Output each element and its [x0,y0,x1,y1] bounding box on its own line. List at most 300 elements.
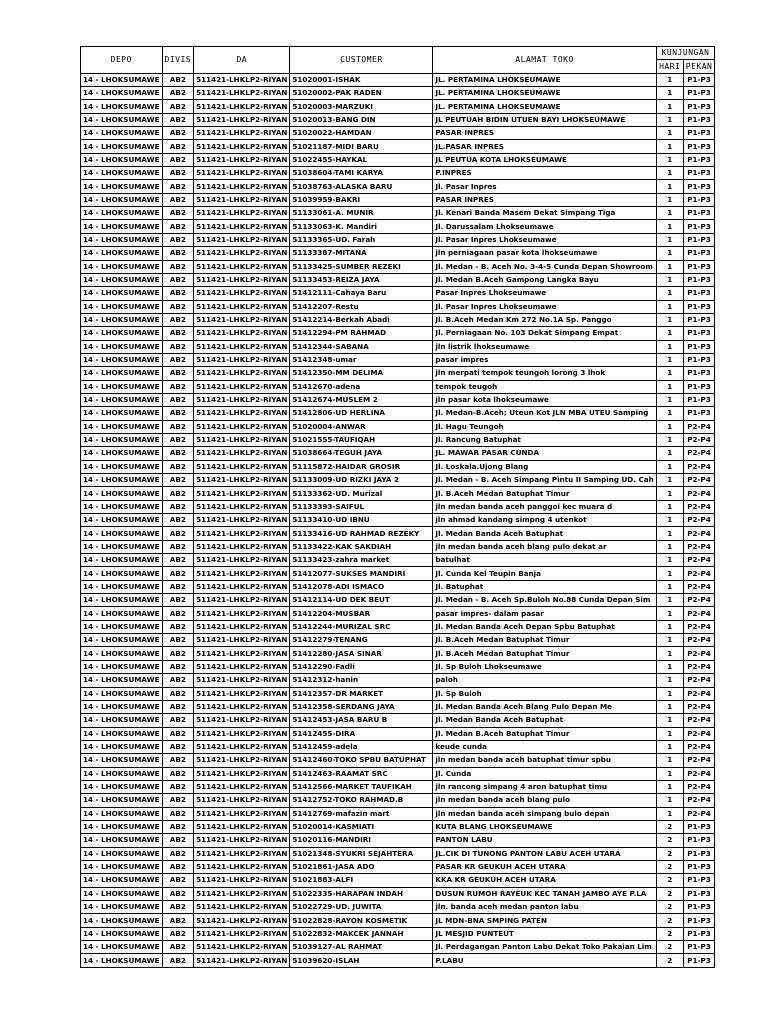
cell-customer: 51021187-MIDI BARU [290,140,433,153]
cell-hari: 1 [656,193,683,206]
cell-customer: 51021883-ALFI [290,874,433,887]
cell-alamat-toko: Jl. Pasar Inpres Lhokseumawe [433,300,656,313]
cell-pekan: P1-P3 [683,887,715,900]
cell-customer: 51038604-TAMI KARYA [290,167,433,180]
cell-divisi: AB2 [162,127,194,140]
cell-da: 511421-LHKLP2-RIYAN [194,487,290,500]
cell-hari: 1 [656,340,683,353]
cell-da: 511421-LHKLP2-RIYAN [194,674,290,687]
cell-depo: 14 - LHOKSUMAWE [81,594,163,607]
cell-divisi: AB2 [162,941,194,954]
table-row [81,193,715,206]
cell-divisi: AB2 [162,433,194,446]
cell-pekan: P2-P4 [683,580,715,593]
cell-divisi: AB2 [162,340,194,353]
cell-customer: 51412290-Fadli [290,660,433,673]
cell-pekan: P1-P3 [683,233,715,246]
cell-hari: 1 [656,100,683,113]
table-row [81,287,715,300]
cell-depo: 14 - LHOKSUMAWE [81,914,163,927]
cell-depo: 14 - LHOKSUMAWE [81,100,163,113]
table-row [81,647,715,660]
cell-da: 511421-LHKLP2-RIYAN [194,220,290,233]
cell-customer: 51133423-zahra market [290,554,433,567]
cell-depo: 14 - LHOKSUMAWE [81,393,163,406]
cell-hari: 1 [656,714,683,727]
table-row [81,393,715,406]
cell-divisi: AB2 [162,500,194,513]
cell-hari: 1 [656,287,683,300]
cell-depo: 14 - LHOKSUMAWE [81,193,163,206]
cell-customer: 51412078-ADI ISMACO [290,580,433,593]
cell-alamat-toko: Jl. Medan Banda Aceh Depan Spbu Batuphat [433,620,656,633]
cell-hari: 1 [656,527,683,540]
cell-da: 511421-LHKLP2-RIYAN [194,140,290,153]
cell-alamat-toko: PASAR INPRES [433,127,656,140]
table-row [81,247,715,260]
cell-hari: 1 [656,73,683,86]
cell-depo: 14 - LHOKSUMAWE [81,660,163,673]
cell-da: 511421-LHKLP2-RIYAN [194,287,290,300]
cell-hari: 1 [656,687,683,700]
cell-da: 511421-LHKLP2-RIYAN [194,620,290,633]
cell-customer: 51133365-UD. Farah [290,233,433,246]
cell-pekan: P1-P3 [683,153,715,166]
cell-customer: 51039959-BAKRI [290,193,433,206]
cell-depo: 14 - LHOKSUMAWE [81,87,163,100]
cell-depo: 14 - LHOKSUMAWE [81,207,163,220]
cell-alamat-toko: batulhat [433,554,656,567]
cell-pekan: P2-P4 [683,660,715,673]
cell-pekan: P1-P3 [683,87,715,100]
cell-depo: 14 - LHOKSUMAWE [81,700,163,713]
cell-customer: 51038664-TEGUH JAYA [290,447,433,460]
cell-depo: 14 - LHOKSUMAWE [81,820,163,833]
table-row [81,113,715,126]
table-row [81,687,715,700]
cell-customer: 51412350-MM DELIMA [290,367,433,380]
cell-alamat-toko: Jl. Perdagangan Panton Labu Dekat Toko Pakaian Lim [433,941,656,954]
cell-da: 511421-LHKLP2-RIYAN [194,901,290,914]
cell-da: 511421-LHKLP2-RIYAN [194,794,290,807]
cell-pekan: P1-P3 [683,180,715,193]
cell-depo: 14 - LHOKSUMAWE [81,287,163,300]
cell-customer: 51133009-UD RIZKI JAYA 2 [290,474,433,487]
cell-hari: 1 [656,367,683,380]
cell-hari: 1 [656,620,683,633]
cell-da: 511421-LHKLP2-RIYAN [194,874,290,887]
cell-alamat-toko: Jl. B.Aceh Medan Batuphat Timur [433,634,656,647]
cell-depo: 14 - LHOKSUMAWE [81,780,163,793]
cell-pekan: P2-P4 [683,540,715,553]
cell-divisi: AB2 [162,113,194,126]
cell-alamat-toko: Jl. Medan B.Aceh Gampong Langka Bayu [433,273,656,286]
cell-customer: 51022828-RAYON KOSMETIK [290,914,433,927]
table-row [81,847,715,860]
cell-divisi: AB2 [162,220,194,233]
table-row [81,914,715,927]
cell-pekan: P1-P3 [683,247,715,260]
cell-depo: 14 - LHOKSUMAWE [81,794,163,807]
cell-hari: 2 [656,874,683,887]
cell-divisi: AB2 [162,380,194,393]
cell-depo: 14 - LHOKSUMAWE [81,353,163,366]
cell-hari: 1 [656,474,683,487]
cell-depo: 14 - LHOKSUMAWE [81,834,163,847]
cell-pekan: P1-P3 [683,834,715,847]
cell-depo: 14 - LHOKSUMAWE [81,380,163,393]
cell-hari: 1 [656,460,683,473]
cell-hari: 1 [656,247,683,260]
cell-alamat-toko: Jl. Medan - B. Aceh Sp.Buloh No.88 Cunda Depan Sim [433,594,656,607]
cell-divisi: AB2 [162,313,194,326]
cell-da: 511421-LHKLP2-RIYAN [194,113,290,126]
cell-da: 511421-LHKLP2-RIYAN [194,367,290,380]
cell-customer: 51020001-ISHAK [290,73,433,86]
cell-customer: 51021861-JASA ADO [290,860,433,873]
table-row [81,660,715,673]
cell-hari: 1 [656,607,683,620]
cell-pekan: P1-P3 [683,901,715,914]
cell-alamat-toko: Jl. Cunda Kel Teupin Banja [433,567,656,580]
table-row [81,941,715,954]
cell-pekan: P2-P4 [683,474,715,487]
cell-alamat-toko: keude cunda [433,740,656,753]
cell-alamat-toko: JL. PERTAMINA LHOKSEUMAWE [433,87,656,100]
cell-da: 511421-LHKLP2-RIYAN [194,87,290,100]
cell-divisi: AB2 [162,460,194,473]
cell-divisi: AB2 [162,634,194,647]
cell-alamat-toko: Jl. Sp Buloh Lhokseumawe [433,660,656,673]
cell-pekan: P1-P3 [683,100,715,113]
table-row [81,153,715,166]
cell-customer: 51133063-K. Mandiri [290,220,433,233]
cell-divisi: AB2 [162,300,194,313]
cell-alamat-toko: P.LABU [433,954,656,967]
cell-pekan: P1-P3 [683,954,715,967]
cell-customer: 51412294-PM RAHMAD [290,327,433,340]
table-row [81,420,715,433]
cell-da: 511421-LHKLP2-RIYAN [194,73,290,86]
cell-alamat-toko: Jl. Perniagaan No. 103 Dekat Simpang Empat [433,327,656,340]
cell-divisi: AB2 [162,327,194,340]
cell-customer: 51022832-MAKCEK JANNAH [290,927,433,940]
cell-alamat-toko: JL MDN-BNA SMPING PATEN [433,914,656,927]
cell-da: 511421-LHKLP2-RIYAN [194,127,290,140]
cell-pekan: P2-P4 [683,433,715,446]
table-row [81,674,715,687]
table-row [81,447,715,460]
cell-da: 511421-LHKLP2-RIYAN [194,820,290,833]
cell-divisi: AB2 [162,807,194,820]
cell-divisi: AB2 [162,660,194,673]
cell-divisi: AB2 [162,847,194,860]
cell-divisi: AB2 [162,834,194,847]
table-row [81,313,715,326]
cell-customer: 51412111-Cahaya Baru [290,287,433,300]
cell-hari: 1 [656,127,683,140]
table-row [81,740,715,753]
cell-depo: 14 - LHOKSUMAWE [81,767,163,780]
cell-da: 511421-LHKLP2-RIYAN [194,607,290,620]
cell-pekan: P1-P3 [683,340,715,353]
cell-customer: 51021555-TAUFIQAH [290,433,433,446]
cell-customer: 51412114-UD DEK BEUT [290,594,433,607]
cell-customer: 51020002-PAK RADEN [290,87,433,100]
cell-pekan: P1-P3 [683,353,715,366]
cell-divisi: AB2 [162,927,194,940]
table-row [81,260,715,273]
cell-divisi: AB2 [162,193,194,206]
cell-pekan: P1-P3 [683,941,715,954]
cell-customer: 51412204-MUSBAR [290,607,433,620]
cell-customer: 51412670-adena [290,380,433,393]
cell-alamat-toko: Pasar Inpres Lhokseumawe [433,287,656,300]
cell-da: 511421-LHKLP2-RIYAN [194,540,290,553]
cell-customer: 51115872-HAIDAR GROSIR [290,460,433,473]
cell-pekan: P1-P3 [683,260,715,273]
cell-depo: 14 - LHOKSUMAWE [81,620,163,633]
cell-hari: 2 [656,860,683,873]
cell-divisi: AB2 [162,100,194,113]
cell-depo: 14 - LHOKSUMAWE [81,647,163,660]
cell-pekan: P1-P3 [683,287,715,300]
cell-depo: 14 - LHOKSUMAWE [81,754,163,767]
cell-alamat-toko: jln listrik lhokseumawe [433,340,656,353]
cell-hari: 1 [656,327,683,340]
cell-da: 511421-LHKLP2-RIYAN [194,327,290,340]
cell-customer: 51412752-TOKO RAHMAD.B [290,794,433,807]
cell-da: 511421-LHKLP2-RIYAN [194,647,290,660]
cell-depo: 14 - LHOKSUMAWE [81,847,163,860]
cell-customer: 51021348-SYUKRI SEJAHTERA [290,847,433,860]
cell-da: 511421-LHKLP2-RIYAN [194,834,290,847]
cell-da: 511421-LHKLP2-RIYAN [194,407,290,420]
cell-divisi: AB2 [162,914,194,927]
cell-pekan: P2-P4 [683,420,715,433]
cell-alamat-toko: KKA KR GEUKUH ACEH UTARA [433,874,656,887]
cell-da: 511421-LHKLP2-RIYAN [194,767,290,780]
cell-da: 511421-LHKLP2-RIYAN [194,447,290,460]
cell-divisi: AB2 [162,407,194,420]
cell-pekan: P2-P4 [683,554,715,567]
cell-pekan: P1-P3 [683,874,715,887]
cell-alamat-toko: JL. PERTAMINA LHOKSEUMAWE [433,73,656,86]
cell-depo: 14 - LHOKSUMAWE [81,180,163,193]
table-row [81,607,715,620]
cell-alamat-toko: Jl. Batuphat [433,580,656,593]
cell-alamat-toko: Jl. B.Aceh Medan Batuphat Timur [433,647,656,660]
cell-divisi: AB2 [162,140,194,153]
cell-pekan: P2-P4 [683,447,715,460]
cell-customer: 51133387-MITANA [290,247,433,260]
cell-pekan: P1-P3 [683,313,715,326]
cell-depo: 14 - LHOKSUMAWE [81,527,163,540]
cell-hari: 1 [656,393,683,406]
cell-da: 511421-LHKLP2-RIYAN [194,954,290,967]
table-row [81,620,715,633]
cell-da: 511421-LHKLP2-RIYAN [194,180,290,193]
cell-customer: 51133422-KAK SAKDIAH [290,540,433,553]
cell-pekan: P2-P4 [683,740,715,753]
table-row [81,714,715,727]
table-row [81,700,715,713]
cell-alamat-toko: PANTON LABU [433,834,656,847]
table-row [81,820,715,833]
cell-depo: 14 - LHOKSUMAWE [81,220,163,233]
cell-customer: 51133393-SAIFUL [290,500,433,513]
cell-hari: 1 [656,660,683,673]
cell-divisi: AB2 [162,860,194,873]
cell-pekan: P1-P3 [683,820,715,833]
cell-divisi: AB2 [162,207,194,220]
table-row [81,780,715,793]
cell-da: 511421-LHKLP2-RIYAN [194,594,290,607]
cell-depo: 14 - LHOKSUMAWE [81,580,163,593]
cell-depo: 14 - LHOKSUMAWE [81,140,163,153]
cell-hari: 2 [656,914,683,927]
cell-divisi: AB2 [162,754,194,767]
cell-hari: 1 [656,180,683,193]
table-row [81,167,715,180]
cell-alamat-toko: Jl. Kenari Banda Masem Dekat Simpang Tiga [433,207,656,220]
cell-da: 511421-LHKLP2-RIYAN [194,660,290,673]
cell-pekan: P2-P4 [683,620,715,633]
cell-divisi: AB2 [162,594,194,607]
cell-hari: 1 [656,207,683,220]
cell-da: 511421-LHKLP2-RIYAN [194,393,290,406]
table-row [81,460,715,473]
cell-hari: 1 [656,780,683,793]
cell-pekan: P2-P4 [683,487,715,500]
cell-hari: 1 [656,740,683,753]
table-row [81,580,715,593]
table-row [81,407,715,420]
cell-customer: 51022335-HARAPAN INDAH [290,887,433,900]
table-row [81,273,715,286]
cell-depo: 14 - LHOKSUMAWE [81,474,163,487]
cell-divisi: AB2 [162,153,194,166]
cell-pekan: P1-P3 [683,300,715,313]
table-row [81,834,715,847]
cell-pekan: P1-P3 [683,367,715,380]
cell-hari: 1 [656,700,683,713]
cell-depo: 14 - LHOKSUMAWE [81,954,163,967]
cell-customer: 51412207-Restu [290,300,433,313]
cell-depo: 14 - LHOKSUMAWE [81,407,163,420]
cell-pekan: P1-P3 [683,847,715,860]
cell-pekan: P2-P4 [683,767,715,780]
cell-alamat-toko: JL PEUTUA KOTA LHOKSEUMAWE [433,153,656,166]
cell-da: 511421-LHKLP2-RIYAN [194,193,290,206]
cell-hari: 1 [656,594,683,607]
cell-pekan: P1-P3 [683,273,715,286]
cell-hari: 1 [656,140,683,153]
cell-alamat-toko: Jl. Cunda [433,767,656,780]
cell-divisi: AB2 [162,674,194,687]
cell-depo: 14 - LHOKSUMAWE [81,500,163,513]
cell-depo: 14 - LHOKSUMAWE [81,367,163,380]
cell-pekan: P1-P3 [683,73,715,86]
cell-hari: 2 [656,941,683,954]
cell-da: 511421-LHKLP2-RIYAN [194,860,290,873]
cell-da: 511421-LHKLP2-RIYAN [194,207,290,220]
table-row [81,73,715,86]
cell-hari: 1 [656,153,683,166]
cell-hari: 1 [656,674,683,687]
cell-alamat-toko: jln. banda aceh medan panton labu [433,901,656,914]
cell-da: 511421-LHKLP2-RIYAN [194,233,290,246]
cell-pekan: P2-P4 [683,634,715,647]
header-customer: CUSTOMER [290,47,433,74]
cell-da: 511421-LHKLP2-RIYAN [194,167,290,180]
cell-depo: 14 - LHOKSUMAWE [81,433,163,446]
cell-divisi: AB2 [162,687,194,700]
cell-pekan: P1-P3 [683,113,715,126]
cell-hari: 1 [656,540,683,553]
cell-divisi: AB2 [162,420,194,433]
cell-customer: 51412769-mafazin mart [290,807,433,820]
table-row [81,727,715,740]
table-row [81,220,715,233]
cell-depo: 14 - LHOKSUMAWE [81,247,163,260]
cell-hari: 2 [656,954,683,967]
cell-alamat-toko: Jl. Loskala.Ujong Blang [433,460,656,473]
cell-pekan: P1-P3 [683,167,715,180]
cell-divisi: AB2 [162,887,194,900]
cell-pekan: P2-P4 [683,460,715,473]
cell-customer: 51412459-adela [290,740,433,753]
cell-pekan: P2-P4 [683,527,715,540]
cell-pekan: P2-P4 [683,567,715,580]
cell-divisi: AB2 [162,580,194,593]
cell-pekan: P2-P4 [683,754,715,767]
cell-da: 511421-LHKLP2-RIYAN [194,433,290,446]
cell-divisi: AB2 [162,474,194,487]
table-header [81,47,715,74]
cell-divisi: AB2 [162,714,194,727]
cell-hari: 1 [656,407,683,420]
cell-da: 511421-LHKLP2-RIYAN [194,634,290,647]
cell-divisi: AB2 [162,820,194,833]
cell-depo: 14 - LHOKSUMAWE [81,153,163,166]
table-row [81,474,715,487]
cell-depo: 14 - LHOKSUMAWE [81,567,163,580]
table-row [81,634,715,647]
cell-divisi: AB2 [162,167,194,180]
cell-hari: 1 [656,233,683,246]
cell-divisi: AB2 [162,767,194,780]
cell-da: 511421-LHKLP2-RIYAN [194,887,290,900]
cell-pekan: P2-P4 [683,727,715,740]
cell-customer: 51020003-MARZUKI [290,100,433,113]
cell-customer: 51412312-hanin [290,674,433,687]
cell-divisi: AB2 [162,514,194,527]
table-row [81,874,715,887]
customer-visit-table [80,46,715,968]
table-row [81,860,715,873]
cell-da: 511421-LHKLP2-RIYAN [194,941,290,954]
cell-divisi: AB2 [162,367,194,380]
cell-da: 511421-LHKLP2-RIYAN [194,580,290,593]
cell-alamat-toko: jln pasar kota lhokseumawe [433,393,656,406]
table-row [81,327,715,340]
cell-alamat-toko: jln medan banda aceh blang pulo dekat ar [433,540,656,553]
cell-divisi: AB2 [162,180,194,193]
cell-da: 511421-LHKLP2-RIYAN [194,727,290,740]
cell-divisi: AB2 [162,487,194,500]
header-depo: DEPO [81,47,163,74]
